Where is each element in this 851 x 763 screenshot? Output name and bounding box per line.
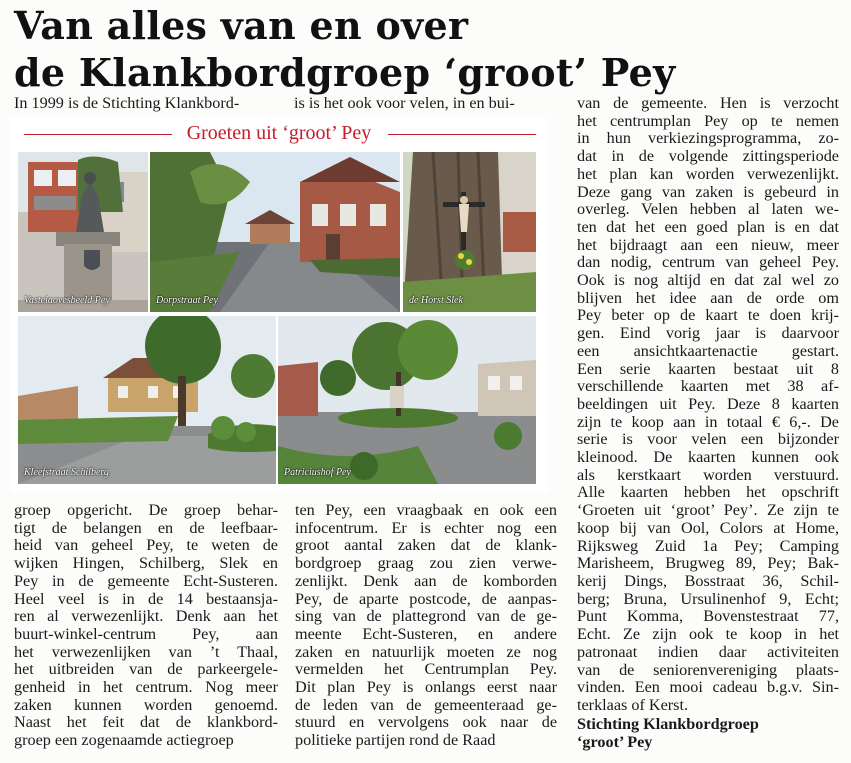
text-line: politieke partijen rond de Raad <box>295 732 496 750</box>
text-line: het verwezenlijken van ’t Thaal, <box>14 643 278 661</box>
signature-line-2: ‘groot’ Pey <box>577 733 653 751</box>
intro-mid-line: is is het ook voor velen, in en bui- <box>294 94 515 112</box>
text-line: dan nodig, centrum van geheel Pey. <box>577 254 839 272</box>
text-line: een ansichtkaartenactie gestart. <box>577 342 839 360</box>
text-line: tigt de belangen en de leefbaar- <box>14 519 278 537</box>
caption-kleefstraat: Kleefstraat Schilberg <box>24 467 109 478</box>
text-line: de leden van de gemeenteraad ge- <box>295 696 557 714</box>
text-line: serie is voor velen een bijzonder <box>577 431 839 449</box>
text-line: het uitbreiden van de parkeergele- <box>14 661 278 679</box>
text-line: ten Pey, een vraagbaak en ook een <box>295 502 557 519</box>
text-line: zaken kunnen worden genoemd. <box>14 696 278 714</box>
postcard-title: Groeten uit ‘groot’ Pey <box>186 122 372 144</box>
text-line: ‘Groeten uit ‘groot’ Pey’. Ze zijn te <box>577 502 839 520</box>
text-line: kleinood. De kaarten kunnen ook <box>577 449 839 467</box>
caption-dorpstraat: Dorpstraat Pey <box>156 295 218 306</box>
signature-line-1: Stichting Klankbordgroep <box>577 715 759 733</box>
text-line: het plan kan worden verwezenlijkt. <box>577 165 839 183</box>
text-line: patronaat indien daar activiteiten <box>577 643 839 661</box>
article-column-1 <box>14 502 278 750</box>
text-line: zijn te koop aan in totaal € 6,-. De <box>577 413 839 431</box>
text-line: groep opgericht. De groep behar- <box>14 502 278 519</box>
text-line: bordgroep graag zou zien verwe- <box>295 555 557 573</box>
text-line: gen. Eind vorig jaar is daarvoor <box>577 325 839 343</box>
text-line: buurt-winkel-centrum Pey, aan <box>14 625 278 643</box>
photo-vastelaovesbeeld <box>18 152 148 312</box>
intro-left-line: In 1999 is de Stichting Klankbord- <box>14 94 240 112</box>
text-line: meente Echt-Susteren, en andere <box>295 625 557 643</box>
postcard-image <box>10 118 548 493</box>
text-line: koop bij van Ool, Colors at Home, <box>577 519 839 537</box>
text-line: Een serie kaarten bestaat uit 8 <box>577 360 839 378</box>
text-line: stuurd en vervolgens ook naar de <box>295 714 557 732</box>
text-line: Deze gang van zaken is gebeurd in <box>577 183 839 201</box>
text-line: overleg. Velen hebben al laten we- <box>577 201 839 219</box>
text-line: zaken en natuurlijk moeten ze nog <box>295 643 557 661</box>
text-line: vinden. Een mooi cadeau b.g.v. Sin- <box>577 679 839 697</box>
text-line: Marisheem, Brugweg 89, Pey; Bak- <box>577 555 839 573</box>
text-line: in hun verkiezingsprogramma, zo- <box>577 130 839 148</box>
text-line: kerij Dings, Bosstraat 36, Schil- <box>577 572 839 590</box>
text-line: groep een zogenaamde actiegroep <box>14 732 234 750</box>
article-column-3 <box>577 95 839 715</box>
photo-dorpstraat <box>150 152 400 312</box>
text-line: infocentrum. Er is echter nog een <box>295 519 557 537</box>
text-line: Naast het feit dat de klankbord- <box>14 714 278 732</box>
headline-line-2: de Klankbordgroep ‘groot’ Pey <box>14 50 676 95</box>
text-line: dat in de volgende zittingsperiode <box>577 148 839 166</box>
text-line: vermelden het Centrumplan Pey. <box>295 661 557 679</box>
caption-vastelaovesbeeld: Vastelaovesbeeld Pey <box>24 295 110 306</box>
text-line: zenlijkt. Denk aan de komborden <box>295 572 557 590</box>
text-line: Pey, de aparte postcode, de aanpas- <box>295 590 557 608</box>
text-line: het bijdraagt aan een nieuw, meer <box>577 236 839 254</box>
article-headline <box>14 2 675 96</box>
text-line: het centrumplan Pey op te nemen <box>577 112 839 130</box>
text-line: Heel veel is in de 14 bestaansja- <box>14 590 278 608</box>
text-line: Ook is nog altijd en dat zal wel zo <box>577 272 839 290</box>
text-line: Dit plan Pey is onlangs eerst naar <box>295 679 557 697</box>
text-line: als kerstkaart worden verstuurd. <box>577 466 839 484</box>
text-line: berg; Bruna, Ursulinenhof 9, Echt; <box>577 590 839 608</box>
text-line: Rijksweg Zuid 1a Pey; Camping <box>577 537 839 555</box>
photo-de-horst <box>403 152 536 312</box>
text-line: groot aantal zaken dat de klank- <box>295 537 557 555</box>
caption-de-horst: de Horst Slek <box>409 295 463 306</box>
text-line: Alle kaarten hebben het opschrift <box>577 484 839 502</box>
text-line: ten dat het een goed plan is en dat <box>577 218 839 236</box>
text-line: Punt Komma, Bovenstestraat 77, <box>577 608 839 626</box>
photo-patriciushof <box>278 316 536 484</box>
text-line: sing van de plattegrond van de ge- <box>295 608 557 626</box>
text-line: ren al verwezenlijkt. Denk aan het <box>14 608 278 626</box>
text-line: blijven het idee aan de orde om <box>577 289 839 307</box>
text-line: heid van geheel Pey, te weten de <box>14 537 278 555</box>
text-line: verschillende kaarten met 38 af- <box>577 378 839 396</box>
text-line: van de gemeente. Hen is verzocht <box>577 95 839 112</box>
photo-kleefstraat <box>18 316 276 484</box>
text-line: beeldingen uit Pey. Deze 8 kaarten <box>577 395 839 413</box>
text-line: Echt. Ze zijn ook te koop in het <box>577 626 839 644</box>
text-line: terklaas of Kerst. <box>577 696 689 714</box>
text-line: genheid in het centrum. Nog meer <box>14 679 278 697</box>
text-line: Pey in de gemeente Echt-Susteren. <box>14 572 278 590</box>
signature <box>577 715 817 751</box>
text-line: wijken Hingen, Schilberg, Slek en <box>14 555 278 573</box>
article-column-2 <box>295 502 557 750</box>
caption-patriciushof: Patriciushof Pey <box>284 467 351 478</box>
headline-line-1: Van alles van en over <box>14 3 469 48</box>
text-line: van de seniorenvereniging plaats- <box>577 661 839 679</box>
postcard-title-bar <box>10 122 548 146</box>
text-line: Pey beter op de kaart te doen krij- <box>577 307 839 325</box>
